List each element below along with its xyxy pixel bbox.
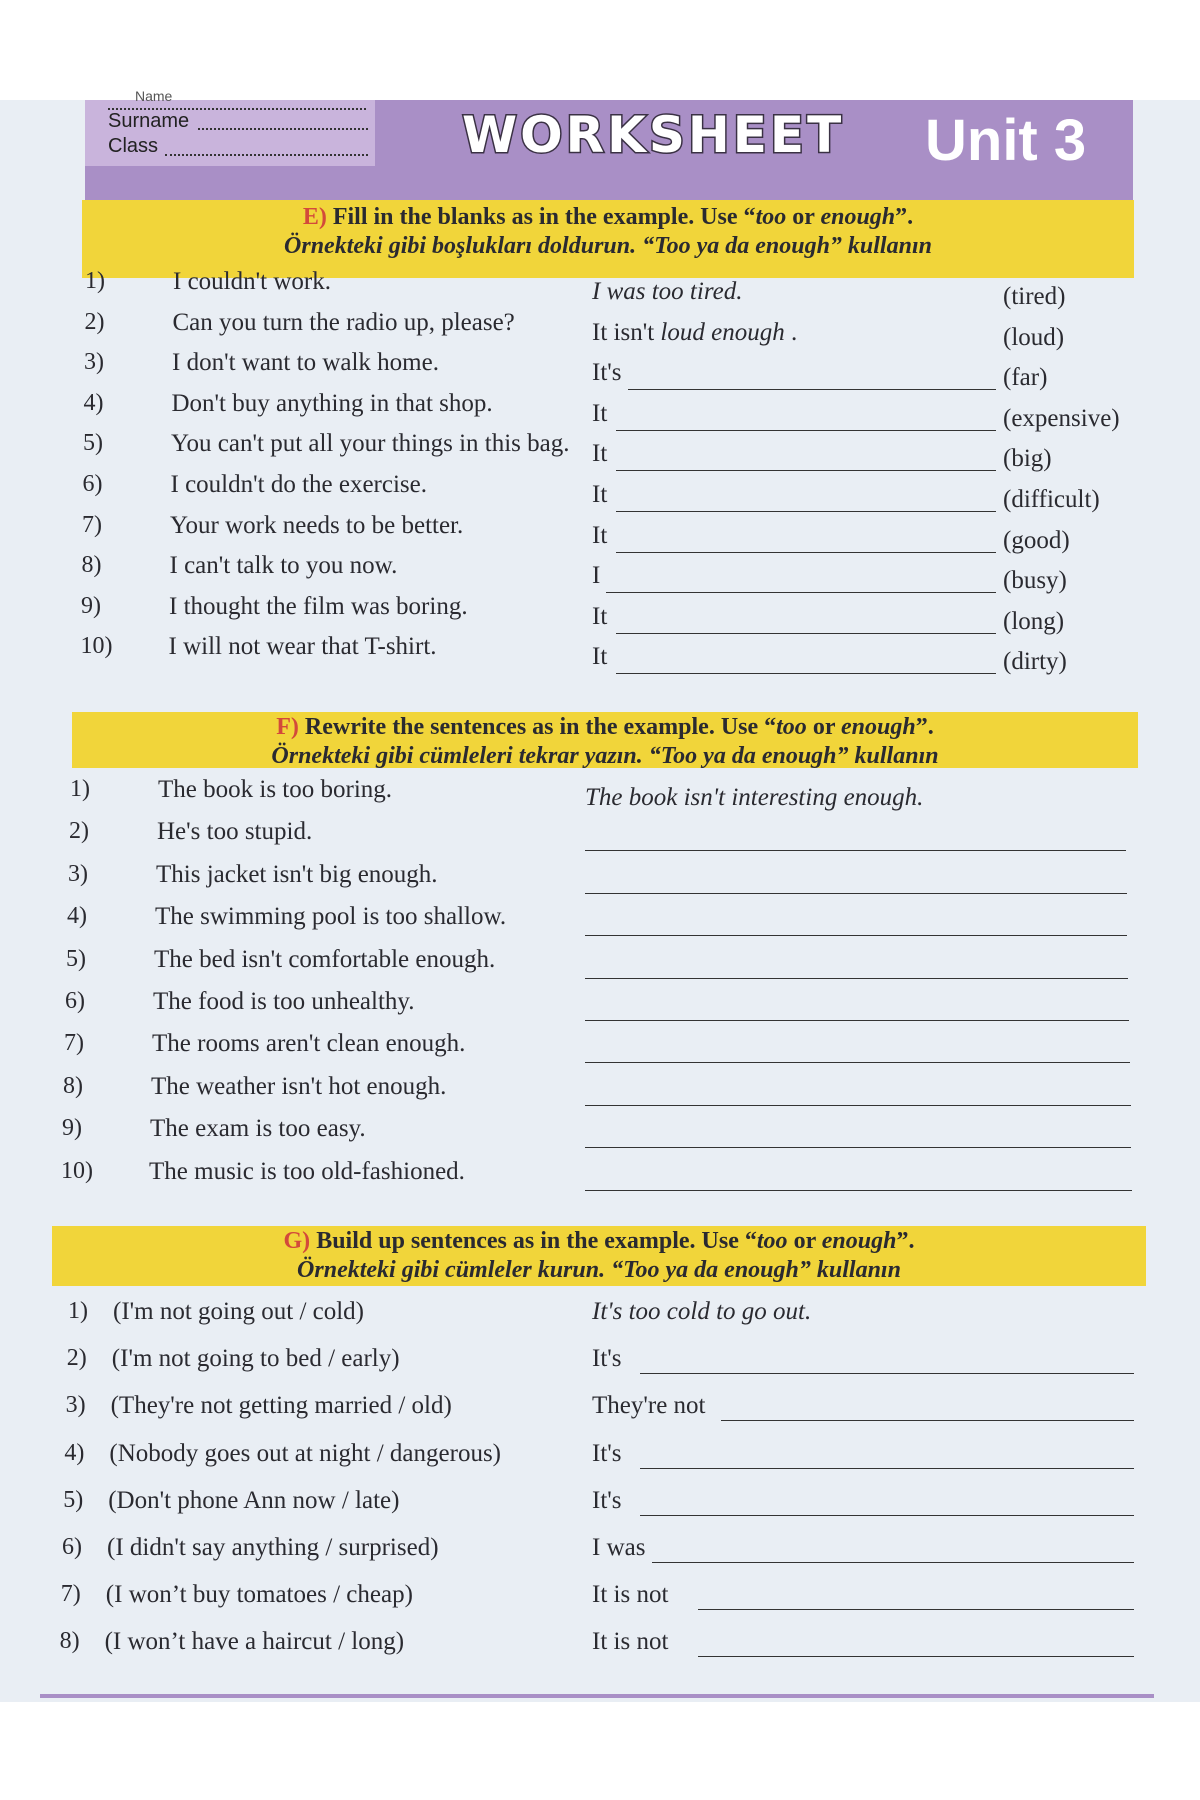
answer-area	[592, 319, 797, 347]
item-sentence: (I didn't say anything / surprised)	[107, 1534, 439, 1561]
answer-blank[interactable]	[616, 470, 996, 471]
answer-blank[interactable]	[698, 1609, 1135, 1610]
item-hint: (tired)	[1003, 283, 1066, 310]
answer-blank[interactable]	[585, 1147, 1131, 1148]
bottom-divider	[40, 1694, 1154, 1698]
item-sentence: The weather isn't hot enough.	[151, 1072, 447, 1100]
section-e-instruction-tr: Örnekteki gibi boşlukları doldurun. “Too ya da enough” kullanın	[284, 233, 932, 259]
answer-start: It	[592, 399, 608, 427]
answer-area	[592, 522, 607, 550]
item-number: 1)	[68, 1298, 88, 1324]
answer-start: They're not	[592, 1392, 706, 1420]
answer-area	[592, 1440, 622, 1468]
answer-blank[interactable]	[585, 935, 1127, 936]
answer-start: It	[592, 521, 608, 549]
item-sentence: (Nobody goes out at night / dangerous)	[109, 1439, 501, 1467]
item-number: 4)	[83, 389, 104, 416]
section-g-instruction-tr: Örnekteki gibi cümleler kurun. “Too ya da enough” kullanın	[297, 1257, 901, 1283]
section-f-instruction-en: F) Rewrite the sentences as in the example. Use “too or enough”.	[276, 714, 934, 740]
answer-blank[interactable]	[606, 592, 996, 593]
item-number: 7)	[64, 1030, 84, 1057]
item-sentence: I thought the film was boring.	[169, 592, 468, 620]
answer-blank[interactable]	[640, 1468, 1134, 1469]
item-sentence: I will not wear that T-shirt.	[168, 633, 437, 661]
item-sentence: You can't put all your things in this bag.	[171, 430, 570, 458]
section-f-instruction-tr: Örnekteki gibi cümleleri tekrar yazın. “Too ya da enough” kullanın	[271, 743, 939, 769]
item-sentence: He's too stupid.	[157, 818, 313, 846]
item-sentence: The rooms aren't clean enough.	[152, 1030, 466, 1058]
item-sentence: (Don't phone Ann now / late)	[108, 1486, 400, 1514]
answer-start: I was	[592, 1534, 646, 1561]
answer-start: It	[592, 481, 608, 508]
item-number: 1)	[85, 268, 105, 294]
item-sentence: (I won’t have a haircut / long)	[104, 1628, 405, 1656]
answer-area	[592, 481, 607, 509]
answer-start: It	[592, 643, 608, 671]
item-sentence: This jacket isn't big enough.	[156, 860, 438, 888]
answer-start: It	[592, 440, 608, 468]
item-number: 8)	[59, 1628, 80, 1655]
answer-blank[interactable]	[585, 1062, 1130, 1063]
answer-area	[592, 1581, 668, 1609]
answer-area	[592, 400, 607, 428]
item-hint: (big)	[1003, 445, 1052, 473]
item-hint: (difficult)	[1003, 486, 1100, 513]
item-number: 5)	[83, 430, 103, 457]
item-number: 2)	[66, 1345, 87, 1372]
surname-label: Surname	[108, 110, 190, 132]
answer-example: The book isn't interesting enough.	[585, 784, 924, 811]
answer-area	[592, 1534, 645, 1562]
item-sentence: (They're not getting married / old)	[110, 1392, 452, 1420]
item-sentence: The bed isn't comfortable enough.	[154, 945, 496, 973]
answer-start: It's	[592, 1439, 622, 1467]
worksheet-title: WORKSHEET	[462, 106, 845, 164]
item-number: 4)	[64, 1439, 85, 1466]
item-sentence: The exam is too easy.	[150, 1115, 366, 1143]
section-f-instruction-band	[72, 712, 1138, 768]
answer-tail: .	[784, 318, 798, 346]
answer-blank[interactable]	[616, 552, 996, 553]
answer-area	[592, 643, 607, 671]
item-sentence: (I'm not going out / cold)	[113, 1298, 365, 1325]
answer-blank[interactable]	[652, 1562, 1135, 1563]
answer-area	[592, 278, 742, 306]
answer-blank[interactable]	[585, 1020, 1129, 1021]
answer-start: It is not	[592, 1628, 669, 1656]
unit-title: Unit 3	[925, 108, 1087, 173]
answer-area	[592, 1392, 706, 1420]
answer-start: I	[592, 562, 601, 590]
answer-start: It's	[592, 1486, 622, 1514]
item-sentence: Your work needs to be better.	[170, 511, 464, 539]
surname-line[interactable]	[198, 128, 368, 130]
item-sentence: The music is too old-fashioned.	[149, 1157, 465, 1185]
section-e-instruction-band	[82, 200, 1134, 278]
answer-blank[interactable]	[585, 1190, 1132, 1191]
answer-blank[interactable]	[640, 1373, 1134, 1374]
section-g-instruction-en: G) Build up sentences as in the example. Use “too or enough”.	[283, 1228, 915, 1254]
answer-area	[592, 359, 622, 387]
section-e-instruction-en: E) Fill in the blanks as in the example. Use “too or enough”.	[302, 204, 914, 230]
answer-area	[592, 1345, 622, 1373]
answer-example: loud enough	[660, 318, 785, 346]
answer-blank[interactable]	[585, 978, 1128, 979]
item-number: 6)	[65, 988, 85, 1014]
answer-blank[interactable]	[616, 633, 996, 634]
item-hint: (loud)	[1003, 323, 1065, 351]
item-number: 3)	[68, 860, 88, 887]
answer-start: It's	[592, 359, 622, 387]
item-hint: (busy)	[1003, 567, 1067, 595]
item-sentence: I can't talk to you now.	[169, 552, 398, 580]
item-hint: (far)	[1003, 364, 1048, 392]
answer-area	[592, 1628, 668, 1656]
answer-area	[592, 1298, 811, 1326]
item-number: 3)	[84, 349, 104, 376]
item-hint: (long)	[1003, 607, 1065, 635]
answer-area	[592, 1487, 622, 1515]
item-hint: (expensive)	[1003, 404, 1120, 432]
item-sentence: The food is too unhealthy.	[153, 988, 415, 1015]
item-number: 9)	[81, 592, 101, 619]
answer-blank[interactable]	[585, 1105, 1131, 1106]
item-number: 3)	[65, 1392, 86, 1419]
answer-blank[interactable]	[721, 1420, 1135, 1421]
item-sentence: Don't buy anything in that shop.	[171, 389, 493, 417]
item-number: 8)	[81, 552, 102, 579]
answer-blank[interactable]	[640, 1515, 1134, 1516]
item-sentence: The book is too boring.	[158, 776, 393, 803]
class-label: Class	[108, 135, 159, 157]
item-number: 9)	[62, 1115, 82, 1142]
item-number: 5)	[63, 1486, 84, 1513]
answer-example: I was too tired.	[592, 278, 743, 305]
item-number: 7)	[82, 511, 102, 538]
item-number: 2)	[69, 818, 89, 845]
section-g-instruction-band	[52, 1226, 1146, 1286]
item-number: 10)	[80, 633, 113, 660]
answer-area	[592, 440, 607, 468]
item-number: 1)	[70, 776, 90, 802]
item-number: 6)	[82, 471, 103, 497]
answer-area	[592, 603, 607, 631]
answer-start: It is not	[592, 1581, 669, 1609]
item-sentence: (I'm not going to bed / early)	[111, 1345, 400, 1373]
item-number: 2)	[84, 308, 105, 335]
answer-blank[interactable]	[585, 893, 1127, 894]
item-number: 10)	[61, 1157, 93, 1184]
answer-blank[interactable]	[698, 1656, 1135, 1657]
item-sentence: I couldn't work.	[173, 268, 331, 295]
item-sentence: I couldn't do the exercise.	[170, 471, 427, 498]
item-number: 6)	[62, 1534, 82, 1560]
answer-blank[interactable]	[585, 850, 1126, 851]
item-number: 4)	[67, 903, 87, 930]
answer-blank[interactable]	[616, 511, 996, 512]
name-label: Name	[135, 88, 173, 104]
answer-area	[592, 562, 600, 590]
answer-blank[interactable]	[616, 430, 996, 431]
answer-start: It	[592, 602, 608, 630]
item-sentence: (I won’t buy tomatoes / cheap)	[105, 1581, 413, 1609]
class-line[interactable]	[165, 154, 368, 156]
item-sentence: I don't want to walk home.	[172, 349, 439, 377]
item-sentence: The swimming pool is too shallow.	[155, 903, 507, 931]
item-number: 5)	[66, 945, 86, 972]
item-hint: (good)	[1003, 526, 1070, 554]
answer-blank[interactable]	[628, 389, 996, 390]
answer-blank[interactable]	[616, 673, 996, 674]
answer-example: It's too cold to go out.	[592, 1298, 812, 1325]
item-hint: (dirty)	[1003, 648, 1067, 676]
item-sentence: Can you turn the radio up, please?	[172, 308, 515, 336]
item-number: 7)	[60, 1581, 81, 1608]
item-number: 8)	[63, 1072, 83, 1099]
answer-start: It isn't	[592, 318, 661, 346]
answer-start: It's	[592, 1345, 622, 1373]
